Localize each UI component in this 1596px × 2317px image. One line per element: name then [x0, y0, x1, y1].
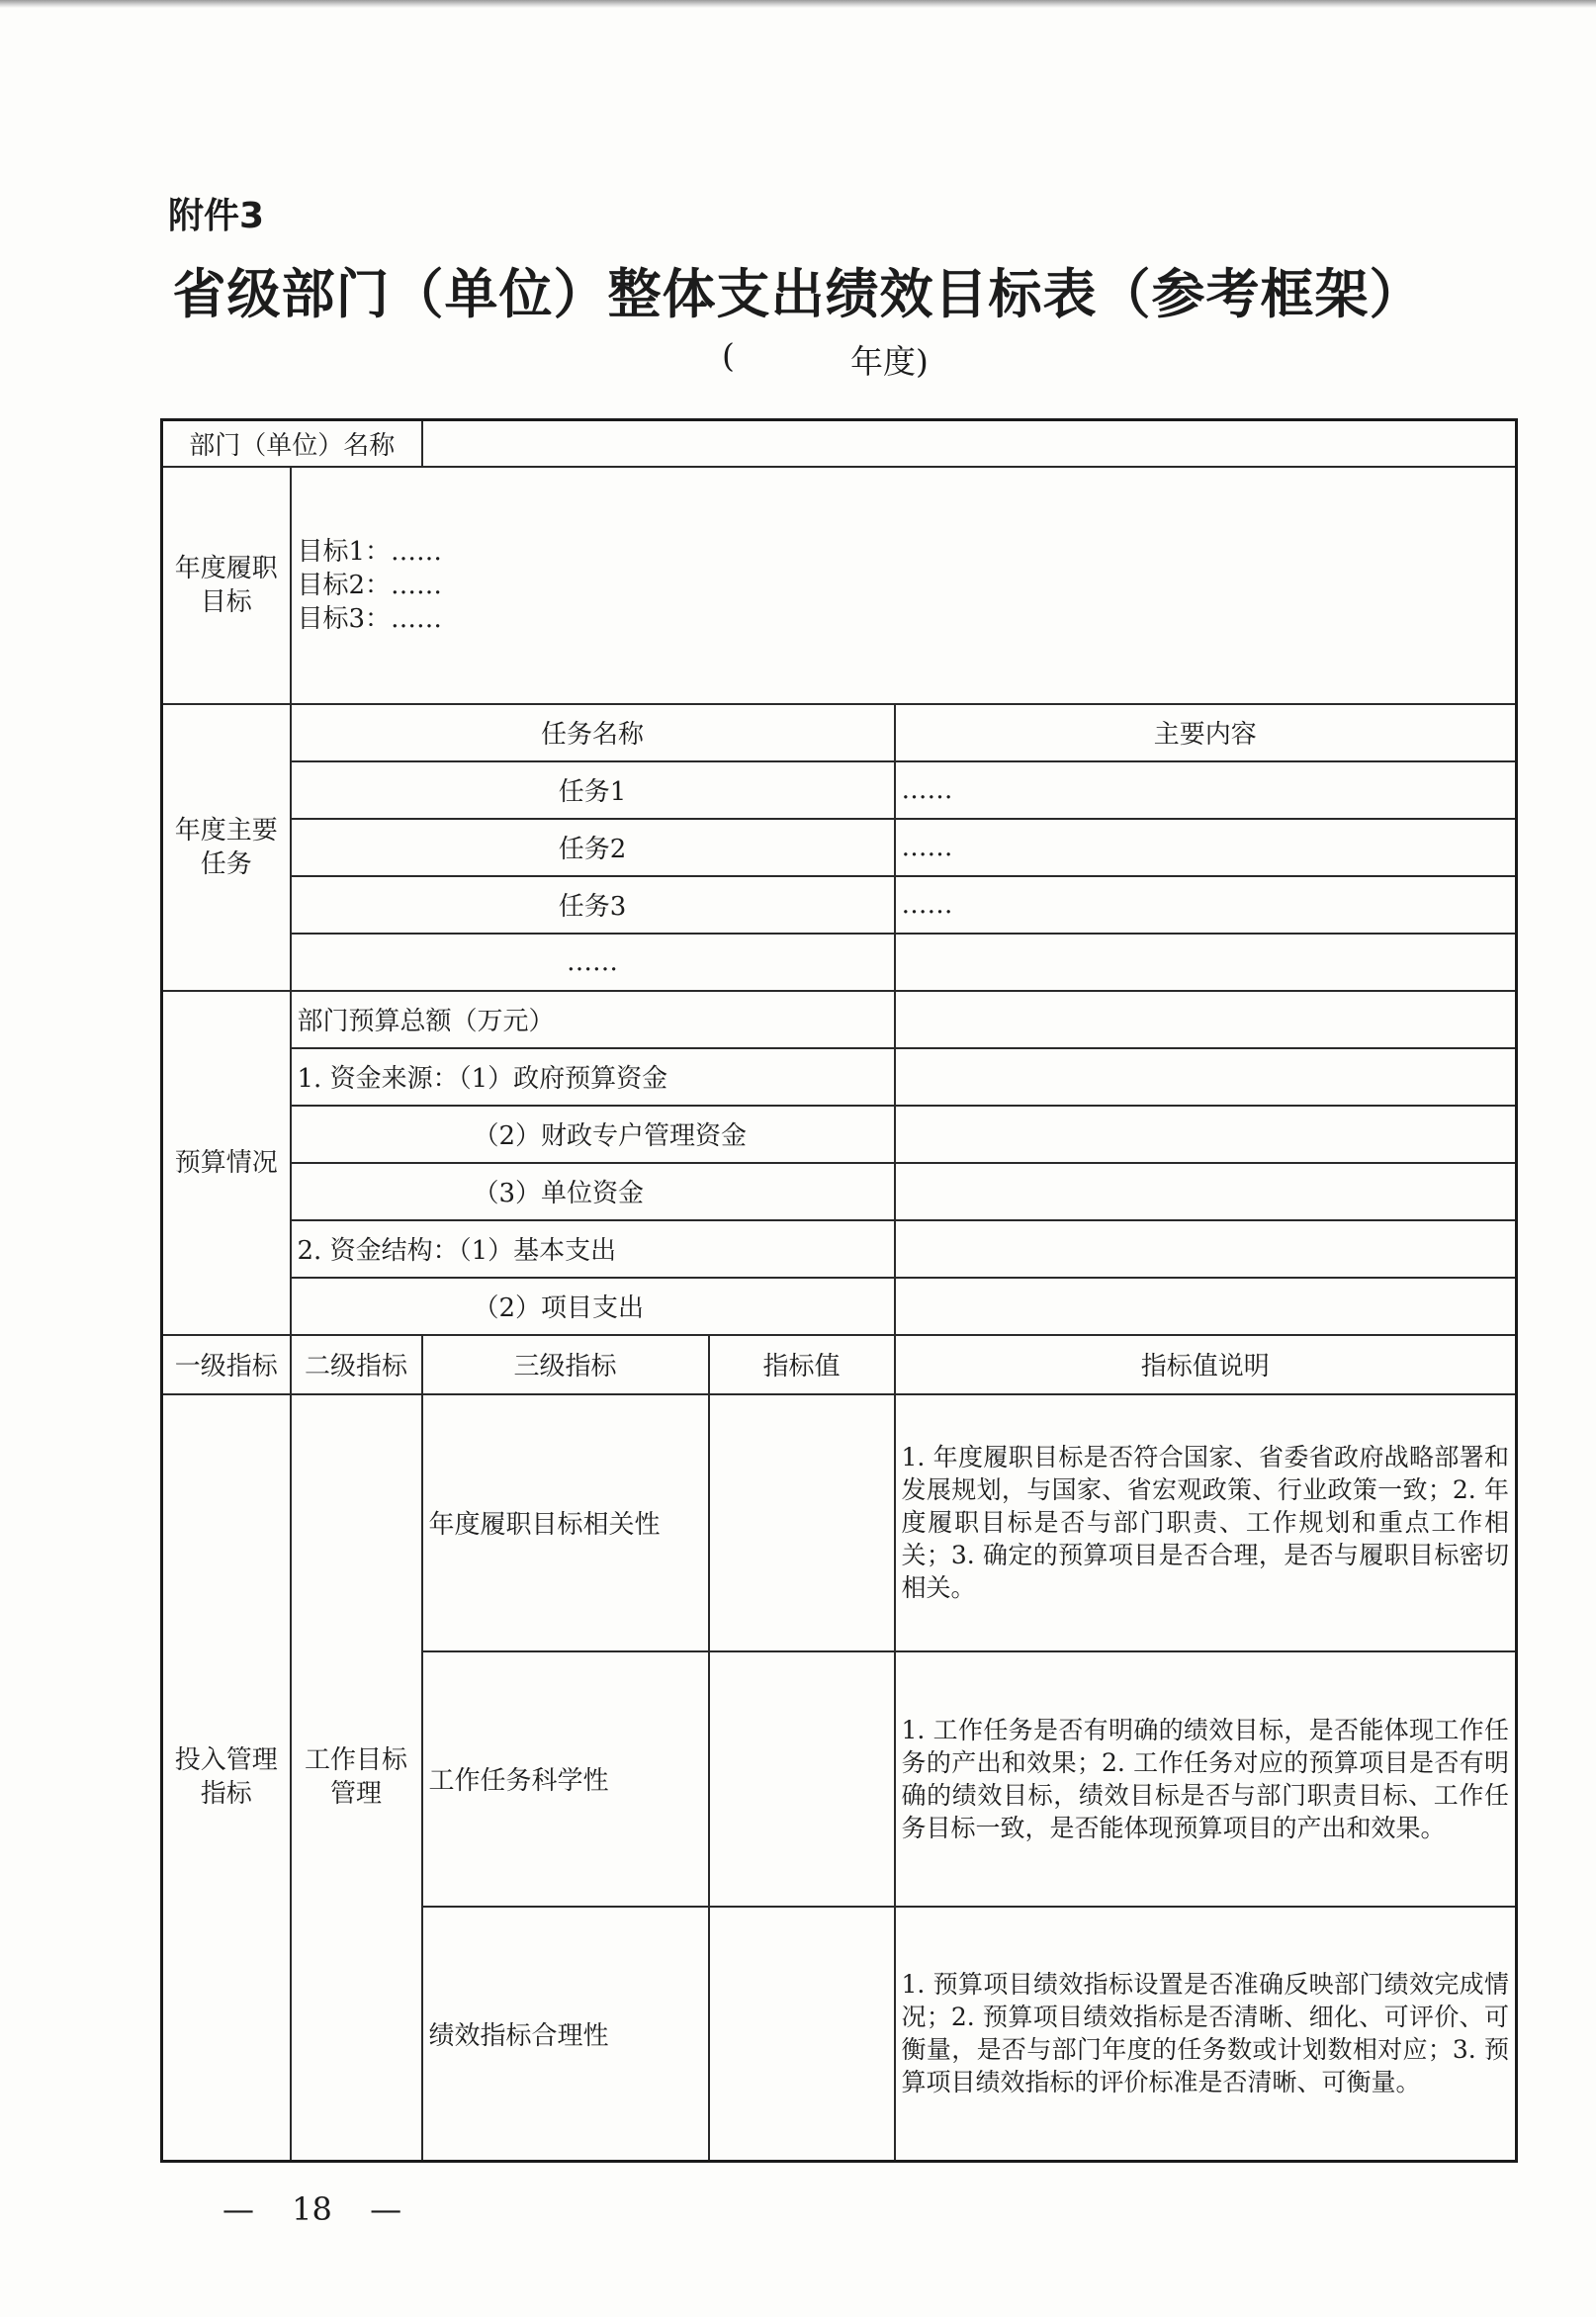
budget-value	[895, 1220, 1517, 1278]
indicator-row	[162, 1394, 1517, 1651]
budget-item: （3）单位资金	[291, 1163, 895, 1220]
level2-line2: 管理	[330, 1779, 383, 1810]
page-number: 18	[292, 2190, 332, 2228]
budget-row	[162, 1163, 1517, 1220]
task-row	[162, 761, 1517, 819]
level2-line1: 工作目标	[305, 1745, 408, 1776]
annual-goal-row	[162, 467, 1517, 704]
level3-name: 年度履职目标相关性	[422, 1394, 709, 1651]
desc-header: 指标值说明	[895, 1335, 1517, 1394]
indicator-value	[709, 1651, 895, 1907]
task-row	[162, 934, 1517, 991]
budget-item: （2）项目支出	[291, 1278, 895, 1335]
budget-item: 部门预算总额（万元）	[291, 991, 895, 1048]
dept-name-row	[162, 420, 1517, 467]
dept-name-label: 部门（单位）名称	[162, 420, 422, 467]
budget-row	[162, 1048, 1517, 1106]
task-content: ……	[895, 876, 1517, 934]
level2-cell	[291, 1394, 422, 2162]
level1-line1: 投入管理	[174, 1745, 278, 1776]
budget-label: 预算情况	[162, 991, 291, 1335]
task-content	[895, 934, 1517, 991]
budget-item: 2. 资金结构：（1）基本支出	[291, 1220, 895, 1278]
budget-row	[162, 1278, 1517, 1335]
footer-dash-left: —	[222, 2190, 254, 2228]
level2-header: 二级指标	[291, 1335, 422, 1394]
task-content-header: 主要内容	[895, 704, 1517, 761]
budget-row	[162, 1106, 1517, 1163]
value-header: 指标值	[709, 1335, 895, 1394]
tasks-label-line2: 任务	[200, 848, 252, 879]
goal-item: 目标1：……	[297, 536, 443, 567]
scan-top-edge	[0, 0, 1596, 8]
task-content: ……	[895, 761, 1517, 819]
budget-value	[895, 1278, 1517, 1335]
budget-value	[895, 991, 1517, 1048]
page-number-footer	[222, 2190, 401, 2228]
indicator-desc: 1. 工作任务是否有明确的绩效目标，是否能体现工作任务的产出和效果；2. 工作任务对应的预算项目是否有明确的绩效目标，绩效目标是否与部门职责目标、工作任务目标一致，是否能体现预算项目的产出和效果。	[895, 1651, 1517, 1907]
task-name: 任务1	[291, 761, 895, 819]
level3-name: 绩效指标合理性	[422, 1907, 709, 2162]
attachment-label: 附件3	[168, 196, 265, 236]
budget-item: 1. 资金来源：（1）政府预算资金	[291, 1048, 895, 1106]
annual-goal-label	[162, 467, 291, 704]
level3-name: 工作任务科学性	[422, 1651, 709, 1907]
task-name: 任务3	[291, 876, 895, 934]
budget-item: （2）财政专户管理资金	[291, 1106, 895, 1163]
indicator-desc: 1. 年度履职目标是否符合国家、省委省政府战略部署和发展规划，与国家、省宏观政策、行业政策一致；2. 年度履职目标是否与部门职责、工作规划和重点工作相关；3. 确定的预算项目是否合理，是否与履职目标密切相关。	[895, 1394, 1517, 1651]
dept-name-value	[422, 420, 1517, 467]
budget-row	[162, 991, 1517, 1048]
task-row	[162, 819, 1517, 876]
tasks-label-line1: 年度主要	[174, 815, 278, 846]
level1-line2: 指标	[200, 1779, 252, 1810]
goal-item: 目标2：……	[297, 570, 443, 600]
indicator-header-row	[162, 1335, 1517, 1394]
level1-cell	[162, 1394, 291, 2162]
level1-header: 一级指标	[162, 1335, 291, 1394]
year-label: 年度)	[850, 342, 929, 381]
task-content: ……	[895, 819, 1517, 876]
level3-header: 三级指标	[422, 1335, 709, 1394]
task-row	[162, 876, 1517, 934]
tasks-label	[162, 704, 291, 991]
task-header-row	[162, 704, 1517, 761]
budget-value	[895, 1048, 1517, 1106]
footer-dash-right: —	[370, 2190, 402, 2228]
year-open-paren: (	[722, 336, 735, 375]
page-title: 省级部门（单位）整体支出绩效目标表（参考框架）	[172, 262, 1424, 325]
performance-goal-table	[160, 418, 1518, 2163]
task-name-header: 任务名称	[291, 704, 895, 761]
indicator-value	[709, 1907, 895, 2162]
annual-goal-content	[291, 467, 1517, 704]
budget-value	[895, 1163, 1517, 1220]
task-name: 任务2	[291, 819, 895, 876]
task-name: ……	[291, 934, 895, 991]
budget-row	[162, 1220, 1517, 1278]
budget-value	[895, 1106, 1517, 1163]
indicator-desc: 1. 预算项目绩效指标设置是否准确反映部门绩效完成情况；2. 预算项目绩效指标是否清晰、细化、可评价、可衡量，是否与部门年度的任务数或计划数相对应；3. 预算项目绩效指标的评价标准是否清晰、可衡量。	[895, 1907, 1517, 2162]
indicator-value	[709, 1394, 895, 1651]
annual-goal-label-line1: 年度履职	[174, 553, 278, 583]
annual-goal-label-line2: 目标	[200, 586, 252, 617]
goal-item: 目标3：……	[297, 603, 443, 634]
